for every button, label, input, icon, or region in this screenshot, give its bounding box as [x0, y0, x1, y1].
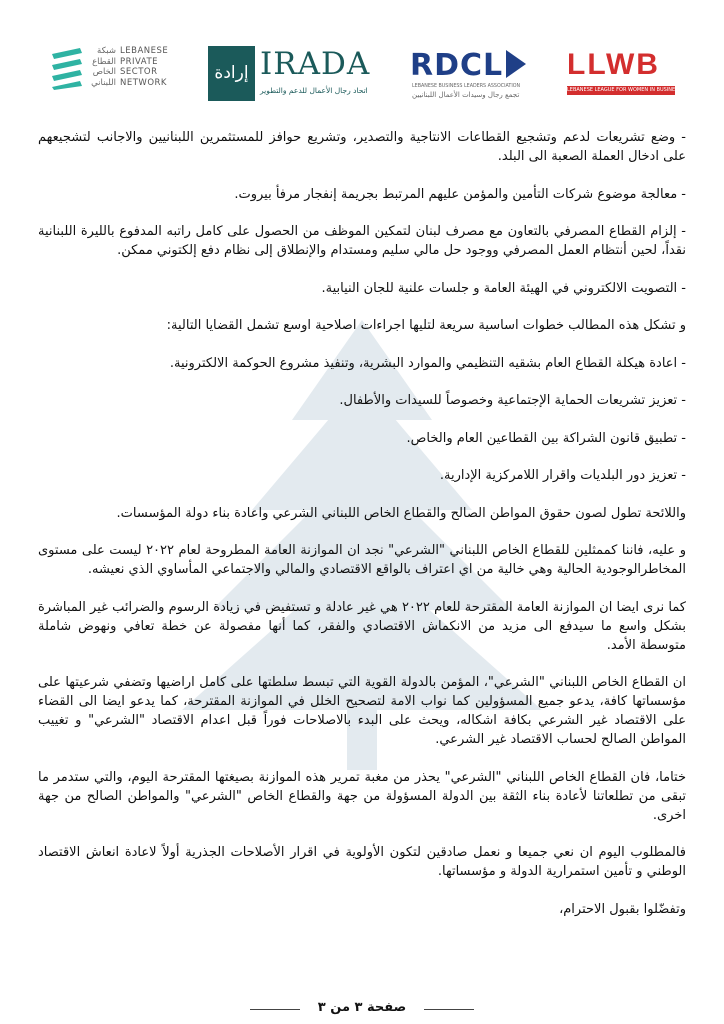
page-number: صفحة ٣ من ٣: [317, 1000, 407, 1015]
paragraph: و عليه، فاننا كممثلين للقطاع الخاص اللبناني "الشرعي" نجد ان الموازنة العامة المطروحة لعام ٢٠٢٢ ليست على مستوى المخاطرالوجودية الحالية وهي خالية من اي اعتراف بالواقع الاقتصادي والمالي والاجتماعي المأساوي الذي نعيشه.: [38, 543, 686, 577]
lpsn-logo: [50, 40, 175, 98]
irada-mark: إرادة: [208, 46, 255, 101]
lpsn-bars-icon: [50, 46, 86, 90]
lpsn-english-name: LEBANESE PRIVATE SECTOR NETWORK: [120, 46, 169, 88]
llwb-logo: [567, 40, 682, 102]
paragraph: - إلزام القطاع المصرفي بالتعاون مع مصرف لبنان لتمكين الموظف من الحصول على كامل راتبه المدفوع بالليرة اللبنانية نقداً، لحين أنتظام العمل المصرفي ووجود حل مالي سليم ومستدام والإنطلاق إلى نظام دفع إلكتوني ممكن.: [38, 224, 686, 258]
paragraph: واللائحة تطول لصون حقوق المواطن الصالح والقطاع الخاص اللبناني الشرعي واعادة بناء دولة المؤسسات.: [116, 505, 686, 521]
paragraph: - تعزيز تشريعات الحماية الإجتماعية وخصوصاً للسيدات والأطفال.: [339, 393, 686, 408]
rdcl-subtitle-ar: تجمع رجال وسيدات الأعمال اللبنانيين: [412, 91, 520, 99]
paragraph: و تشكل هذه المطالب خطوات اساسية سريعة لتليها اجراءات اصلاحية اوسع تشمل القضايا التالية:: [166, 318, 686, 333]
header-logos: [0, 40, 724, 110]
footer-rule-left: [250, 1009, 300, 1010]
llwb-name: LLWB: [567, 48, 660, 81]
rdcl-logo: [410, 40, 535, 102]
footer-rule-right: [424, 1009, 474, 1010]
paragraph: ختاما، فان القطاع الخاص اللبناني "الشرعي" يحذر من مغبة تمرير هذه الموازنة بصيغتها المقترحة اليوم، والتي ستدمر ما تبقى من تطلعاتنا لأعادة بناء الثقة بين الدولة المسؤولة من جهة والقطاع الخاص "الشرعي" والمواطن الصالح من جهة اخرى.: [38, 769, 686, 823]
rdcl-arrow-icon: [506, 50, 526, 78]
lpsn-arabic-name: شبكة القطاع الخاص اللبناني: [91, 46, 116, 88]
rdcl-name: RDCL: [410, 48, 504, 83]
letter-body: [38, 128, 686, 937]
llwb-subtitle: LEBANESE LEAGUE FOR WOMEN IN BUSINESS: [567, 87, 682, 93]
paragraph: - معالجة موضوع شركات التأمين والمؤمن عليهم المرتبط بجريمة إنفجار مرفأ بيروت.: [234, 186, 686, 202]
paragraph: فالمطلوب اليوم ان نعي جميعا و نعمل صادقين لتكون الأولوية في اقرار الأصلاحات الجذرية أولاً لاعادة انعاش الاقتصاد الوطني و تأمين استمرارية الدولة و مؤسساتها.: [38, 845, 686, 879]
paragraph: - تطبيق قانون الشراكة بين القطاعين العام والخاص.: [406, 430, 686, 446]
paragraph: كما نرى ايضا ان الموازنة العامة المقترحة للعام ٢٠٢٢ هي غير عادلة و تستفيض في زيادة الرسوم والضرائب غير المباشرة بشكل واسع ما سيدفع الى مزيد من الانكماش الاقتصادي والفقر، كما أنها مفصولة عن خطة تعافي ونهوض شاملة متوسطة الأمد.: [38, 599, 687, 653]
paragraph: ان القطاع الخاص اللبناني "الشرعي"، المؤمن بالدولة القوية التي تبسط سلطتها على كامل اراضيها وتضفي شرعيتها على مؤسساتها كافة، يدعو جميع المسؤولين كما نواب الامة لتصحيح الخلل في الموازنة المقترحة، كما يدعو ايضا الى القضاء على الاقتصاد غير الشرعي بكافة اشكاله، ويحث على البدء بالاصلاحات فوراً قبل اعدام الاقتصاد "الشرعي" و تغييب المواطن الصالح لحساب الاقتصاد غير الشرعي.: [38, 675, 686, 747]
paragraph: - تعزيز دور البلديات واقرار اللامركزية الإدارية.: [439, 468, 686, 483]
rdcl-subtitle-en: LEBANESE BUSINESS LEADERS ASSOCIATION: [412, 84, 521, 89]
paragraph: - اعادة هيكلة القطاع العام بشقيه التنظيمي والموارد البشرية، وتنفيذ مشروع الحوكمة الالكترونية.: [169, 355, 686, 371]
paragraph: - وضع تشريعات لدعم وتشجيع القطاعات الانتاجية والتصدير، وتشريع حوافز للمستثمرين اللبنانيين والاجانب لتشجيعهم على ادخال العملة الصعبة الى البلد.: [38, 130, 686, 164]
irada-name: IRADA: [260, 46, 371, 82]
paragraph: - التصويت الالكتروني في الهيئة العامة و جلسات علنية للجان النيابية.: [321, 280, 686, 296]
closing-line: وتفضّلوا بقبول الاحترام،: [559, 901, 686, 917]
irada-logo: [208, 40, 373, 102]
irada-subtitle: اتحاد رجال الأعمال للدعم والتطوير: [260, 86, 368, 95]
